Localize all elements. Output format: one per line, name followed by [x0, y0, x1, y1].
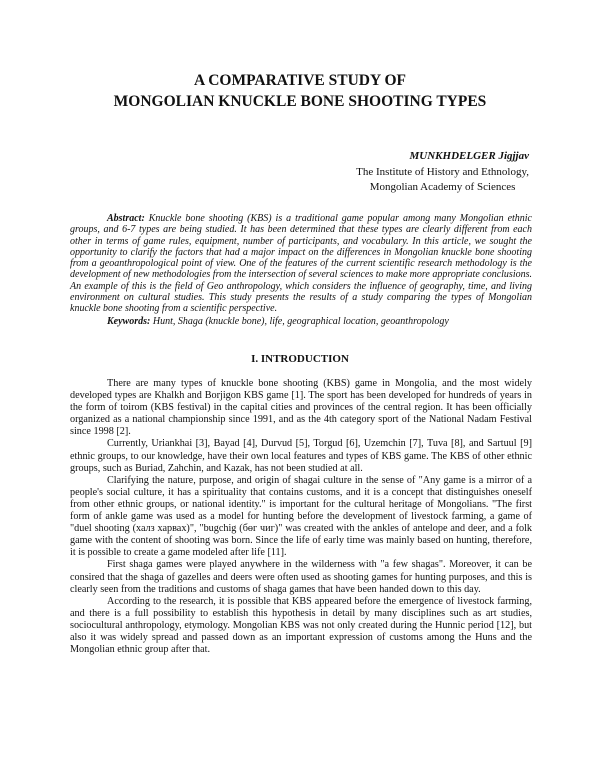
keywords: [70, 316, 532, 327]
paragraph: There are many types of knuckle bone shooting (KBS) game in Mongolia, and the most widely developed types are Khalkh and Borjigon KBS game [1]. The sport has been developed for hundreds of years in the form of toirom (KBS festival) in the capital cities and provinces of the central region. It has been officially organized as a national championship since 1991, and as the 4th category sport of the National Nadam Festival since 1998 [2].: [70, 378, 532, 438]
abstract: [70, 213, 532, 315]
affiliation-line-2: Mongolian Academy of Sciences: [369, 181, 516, 193]
title-line-2: MONGOLIAN KNUCKLE BONE SHOOTING TYPES: [113, 93, 487, 110]
paper-title: [0, 70, 600, 112]
affiliation-line-1: The Institute of History and Ethnology,: [356, 166, 529, 178]
section-heading: I. INTRODUCTION: [251, 353, 349, 365]
keywords-text: Hunt, Shaga (knuckle bone), life, geographical location, geoanthropology: [152, 316, 449, 327]
body-text: [70, 378, 532, 656]
paragraph: Clarifying the nature, purpose, and origin of shagai culture in the sense of "Any game is a mirror of a people's social culture, it has a spirituality that contains customs, and it is a concept that distinguishes oneself from other ethnic groups, or national identity." is important for the cultural heritage of Mongolians. "The first form of ankle game was used as a model for hunting before the development of livestock farming, a game of "duel shooting (халз харвах)", "bugchig (бөг чиг)" was created with the ankles of antelope and deer, and a folk game with the content of shooting was born. Since the life of early time was mainly based on hunting, therefore, it is possible to create a game modeled after life [11].: [70, 474, 532, 559]
keywords-label: Keywords:: [107, 316, 151, 327]
abstract-label: Abstract:: [107, 213, 145, 224]
paragraph: According to the research, it is possible that KBS appeared before the emergence of livestock farming, and there is a full possibility to establish this hypothesis in detail by many disciplines such as art studies, sociocultural anthropology, etymology. Mongolian KBS was not only created during the Hunnic period [12], but also it was widely spread and passed down as an important expression of customs among the Huns and the Mongolian ethnic group after that.: [70, 595, 532, 656]
author-affiliation: [356, 165, 529, 195]
paragraph: Currently, Uriankhai [3], Bayad [4], Durvud [5], Torgud [6], Uzemchin [7], Tuva [8], and Sartuul [9] ethnic groups, to our knowledge, have their own local features and types of KBS game. The KBS of other ethnic groups, such as Buriad, Zahchin, and Kazak, has not been studied at all.: [70, 438, 532, 474]
author-name: MUNKHDELGER Jigjjav: [409, 150, 529, 162]
paragraph: First shaga games were played anywhere in the wilderness with "a few shagas". Moreover, it can be consired that the shaga of gazelles and deers were often used as shooting games for hunting purposes, and this is clearly seen from the traditions and customs of shaga games that have been handed down to this day.: [70, 559, 532, 595]
title-line-1: A COMPARATIVE STUDY OF: [194, 72, 406, 89]
abstract-text: Knuckle bone shooting (KBS) is a traditional game popular among many Mongolian ethnic groups, and 6-7 types are being studied. It has been determined that these types are clearly different from each other in terms of game rules, equipment, number of participants, and vocabulary. In this article, we sought the opportunity to clarify the factors that had a major impact on the differences in Mongolian knuckle bone shooting from a geoanthropological point of view. One of the features of the current scientific research methodology is the development of new methodologies from the intersection of several sciences to make more appropriate conclusions. An example of this is the field of Geo anthropology, which considers the influence of geography, time, and living environment on cultural studies. This study presents the results of a study comparing the types of Mongolian knuckle bone shooting from a scientific perspective.: [70, 213, 532, 315]
